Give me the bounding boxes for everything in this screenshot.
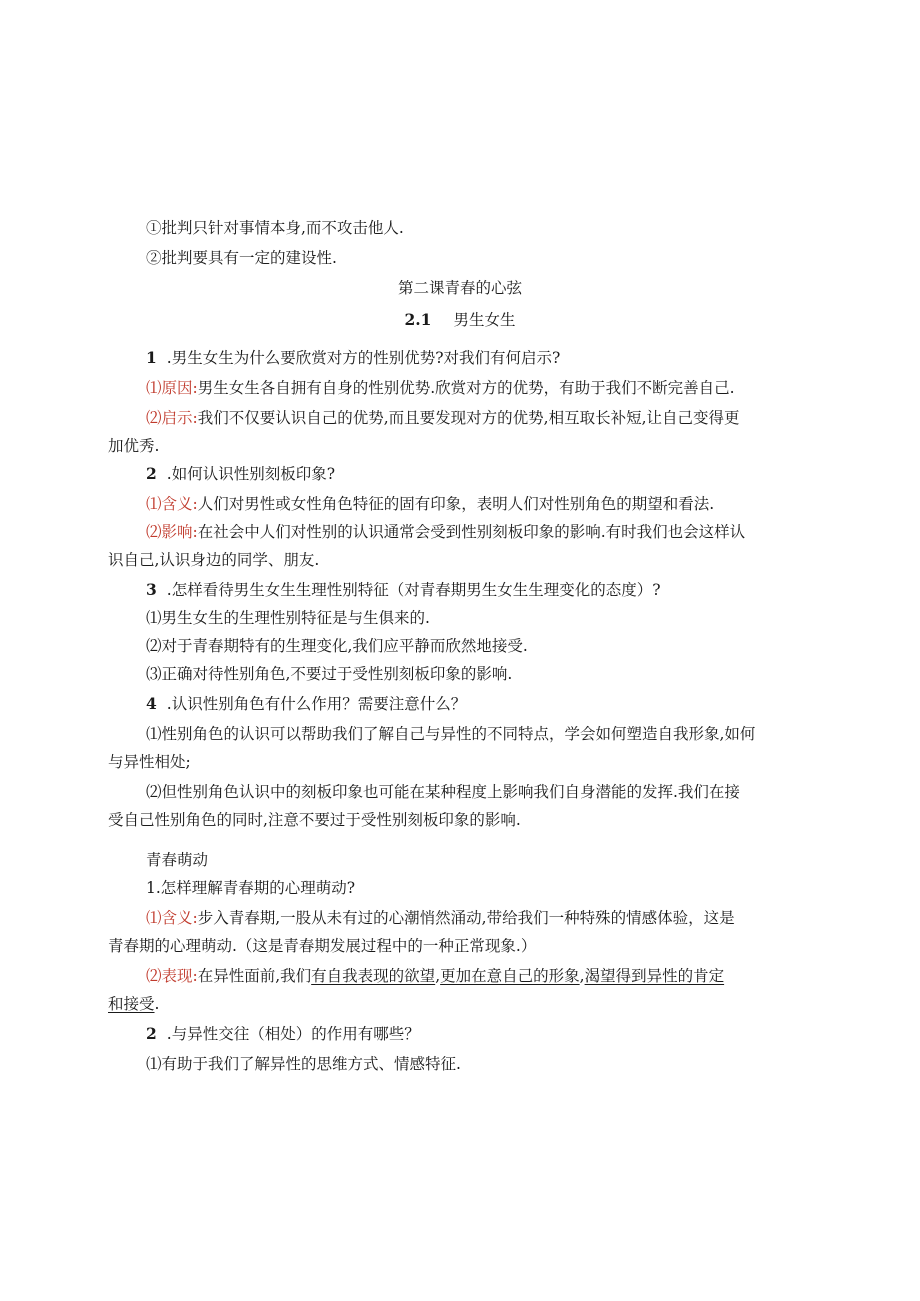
end-mark: .	[154, 995, 160, 1013]
underlined-phrase: 更加在意自己的形象	[440, 967, 580, 985]
question-number: 1	[146, 348, 157, 367]
question-6	[146, 1024, 420, 1044]
answer-4-1: ⑴性别角色的认识可以帮助我们了解自己与异性的不同特点，学会如何塑造自我形象,如何	[146, 725, 756, 743]
question-text: .认识性别角色有什么作用？需要注意什么？	[166, 695, 467, 713]
separator: ,	[579, 967, 585, 985]
question-number: 2	[146, 464, 157, 483]
answer-5-1-cont: 青春期的心理萌动.（这是青春期发展过程中的一种正常现象.）	[108, 937, 537, 955]
answer-text: 在异性面前,我们	[197, 967, 312, 985]
question-5: 1.怎样理解青春期的心理萌动?	[146, 879, 356, 897]
answer-label: ⑵启示:	[146, 409, 198, 427]
answer-text: 我们不仅要认识自己的优势,而且要发现对方的优势,相互取长补短,让自己变得更	[197, 409, 740, 427]
underlined-phrase: 有自我表现的欲望	[311, 967, 436, 985]
answer-label: ⑵影响:	[146, 523, 198, 541]
answer-1-2	[146, 408, 740, 428]
answer-label: ⑵表现:	[146, 967, 198, 985]
question-number: 4	[146, 694, 157, 713]
answer-3-3: ⑶正确对待性别角色,不要过于受性别刻板印象的影响.	[146, 665, 513, 683]
answer-2-2-cont: 识自己,认识身边的同学、朋友.	[108, 551, 320, 569]
answer-text: 人们对男性或女性角色特征的固有印象，表明人们对性别角色的期望和看法.	[197, 495, 715, 513]
answer-1-1	[146, 378, 735, 398]
question-text: .与异性交往（相处）的作用有哪些？	[166, 1025, 420, 1043]
answer-label: ⑴含义:	[146, 909, 198, 927]
separator: ,	[435, 967, 441, 985]
subsection-heading: 青春萌动	[146, 851, 209, 869]
answer-5-1	[146, 908, 735, 928]
question-2	[146, 464, 335, 484]
answer-2-1	[146, 494, 714, 514]
point-2: ②批判要具有一定的建设性.	[146, 249, 337, 267]
answer-3-2: ⑵对于青春期特有的生理变化,我们应平静而欣然地接受.	[146, 637, 528, 655]
underlined-phrase: 渴望得到异性的肯定	[584, 967, 725, 985]
answer-text: 男生女生各自拥有自身的性别优势.欣赏对方的优势，有助于我们不断完善自己.	[197, 379, 735, 397]
question-text: .男生女生为什么要欣赏对方的性别优势?对我们有何启示?	[166, 349, 561, 367]
section-number: 2.1	[404, 310, 432, 329]
answer-text: 步入青春期,一股从未有过的心潮悄然涌动,带给我们一种特殊的情感体验，这是	[197, 909, 735, 927]
answer-4-2-cont: 受自己性别角色的同时,注意不要过于受性别刻板印象的影响.	[108, 811, 521, 829]
answer-5-2-cont	[108, 994, 159, 1014]
answer-4-1-cont: 与异性相处;	[108, 753, 191, 771]
underlined-phrase: 和接受	[108, 995, 155, 1013]
answer-2-2	[146, 522, 745, 542]
question-1	[146, 348, 560, 368]
answer-5-2	[146, 966, 724, 986]
answer-label: ⑴含义:	[146, 495, 198, 513]
answer-4-2: ⑵但性别角色认识中的刻板印象也可能在某种程度上影响我们自身潜能的发挥.我们在接	[146, 783, 740, 801]
question-number: 2	[146, 1024, 157, 1043]
point-1: ①批判只针对事情本身,而不攻击他人.	[146, 219, 404, 237]
question-4	[146, 694, 466, 714]
lesson-title: 第二课青春的心弦	[397, 279, 522, 297]
section-title: 男生女生	[453, 311, 516, 329]
section-heading	[0, 310, 920, 330]
question-number: 3	[146, 580, 157, 599]
answer-text: 在社会中人们对性别的认识通常会受到性别刻板印象的影响.有时我们也会这样认	[197, 523, 746, 541]
question-text: .如何认识性别刻板印象?	[166, 465, 336, 483]
answer-3-1: ⑴男生女生的生理性别特征是与生俱来的.	[146, 609, 430, 627]
question-text: .怎样看待男生女生生理性别特征（对青春期男生女生生理变化的态度）?	[166, 581, 661, 599]
answer-label: ⑴原因:	[146, 379, 198, 397]
answer-1-2-cont: 加优秀.	[108, 437, 160, 455]
answer-6-1: ⑴有助于我们了解异性的思维方式、情感特征.	[146, 1055, 461, 1073]
question-3	[146, 580, 661, 600]
